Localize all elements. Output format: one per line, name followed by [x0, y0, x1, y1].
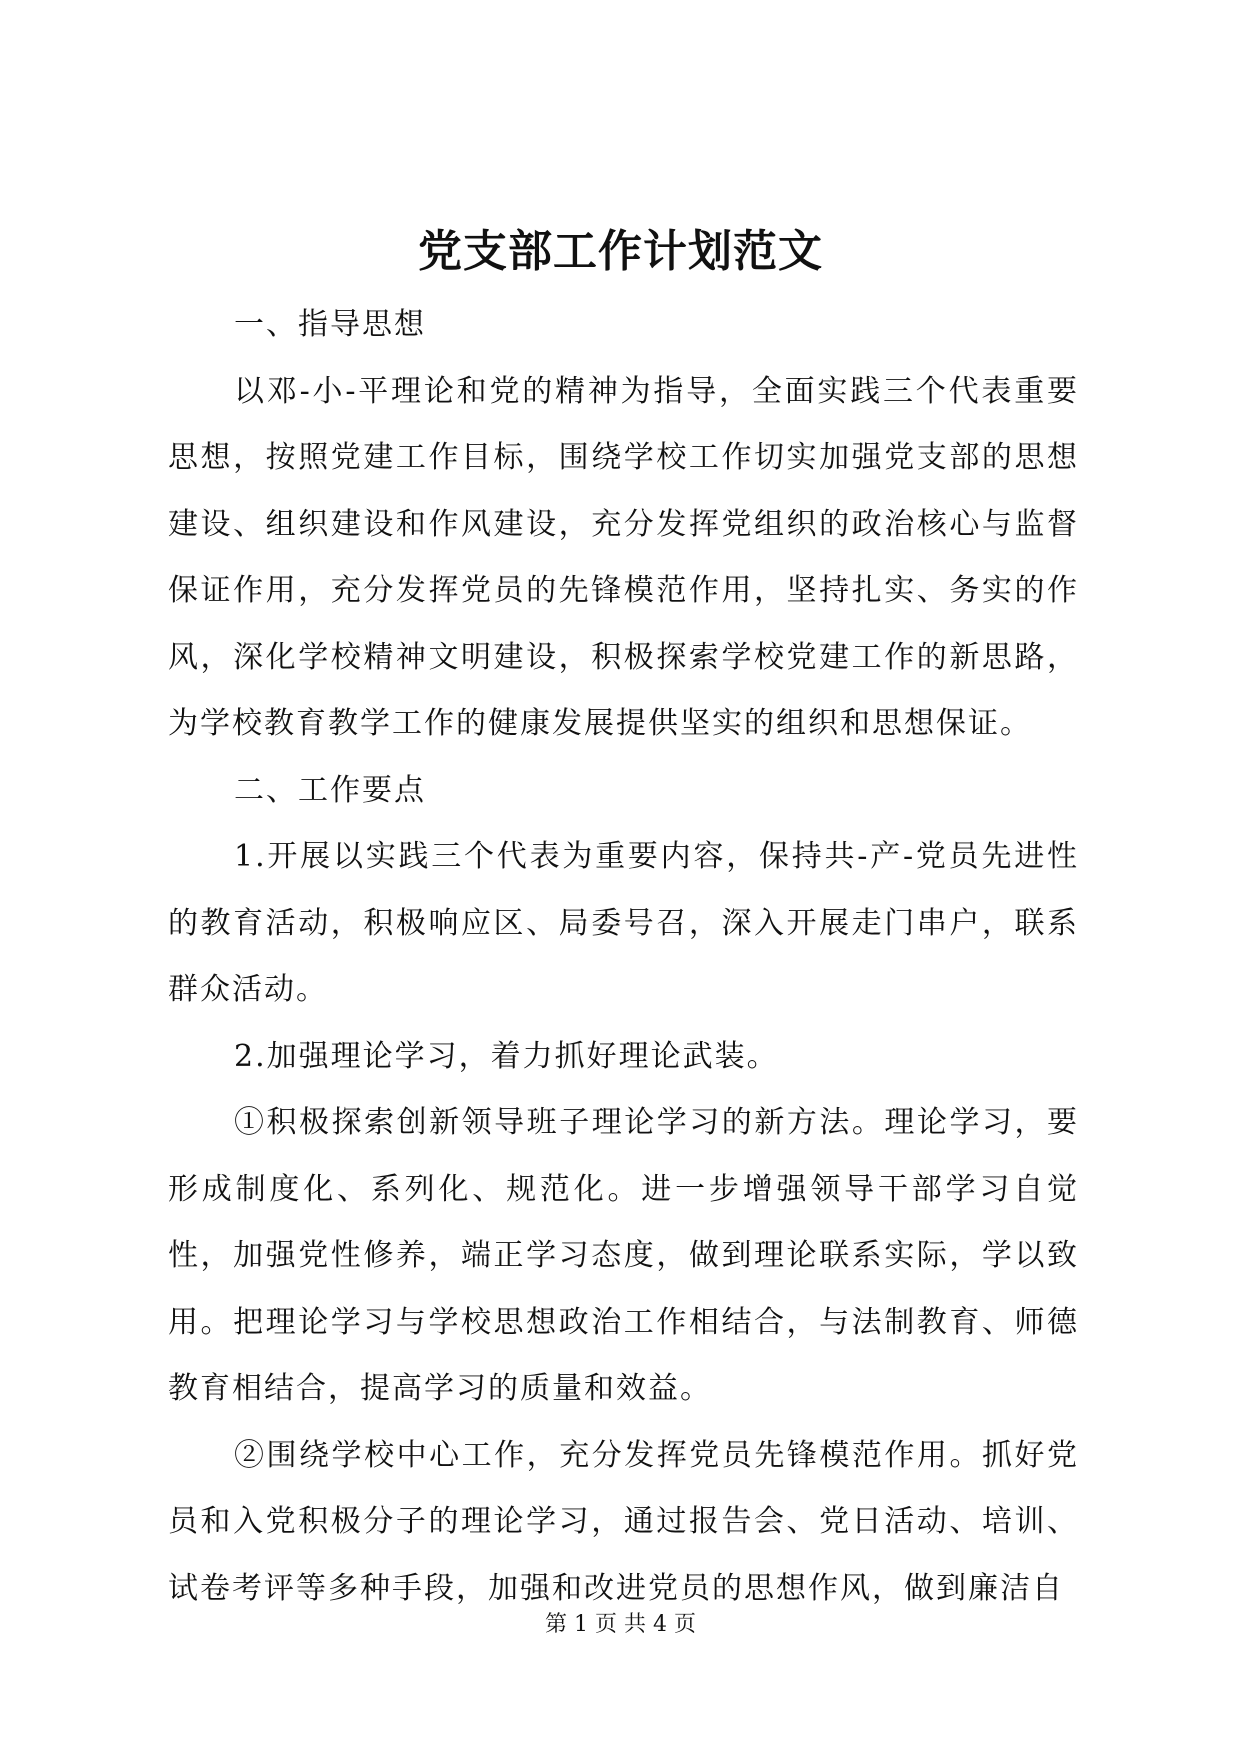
page-title: 党支部工作计划范文 — [418, 226, 823, 277]
paragraph-guiding-ideology: 以邓-小-平理论和党的精神为指导，全面实践三个代表重要思想，按照党建工作目标，围绕学校工作切实加强党支部的思想建设、组织建设和作风建设，充分发挥党组织的政治核心与监督保证作用，充分发挥党员的先锋模范作用，坚持扎实、务实的作风，深化学校精神文明建设，积极探索学校党建工作的新思路，为学校教育教学工作的健康发展提供坚实的组织和思想保证。 — [168, 373, 1079, 741]
paragraph-subpoint-2: ②围绕学校中心工作，充分发挥党员先锋模范作用。抓好党员和入党积极分子的理论学习，通过报告会、党日活动、培训、试卷考评等多种手段，加强和改进党员的思想作风，做到廉洁自 — [168, 1437, 1079, 1606]
paragraph-point-1: 1.开展以实践三个代表为重要内容，保持共-产-党员先进性的教育活动，积极响应区、局委号召，深入开展走门串户，联系群众活动。 — [168, 839, 1079, 1007]
section-heading-work-points: 二、工作要点 — [234, 772, 426, 808]
paragraph-subpoint-1: ①积极探索创新领导班子理论学习的新方法。理论学习，要形成制度化、系列化、规范化。进一步增强领导干部学习自觉性，加强党性修养，端正学习态度，做到理论联系实际，学以致用。把理论学习与学校思想政治工作相结合，与法制教育、师德教育相结合，提高学习的质量和效益。 — [168, 1105, 1079, 1406]
page-number-footer: 第 1 页 共 4 页 — [545, 1612, 696, 1637]
paragraph-point-2: 2.加强理论学习，着力抓好理论武装。 — [234, 1038, 779, 1074]
section-heading-guiding-ideology: 一、指导思想 — [234, 307, 426, 342]
document-body — [168, 292, 1079, 1622]
